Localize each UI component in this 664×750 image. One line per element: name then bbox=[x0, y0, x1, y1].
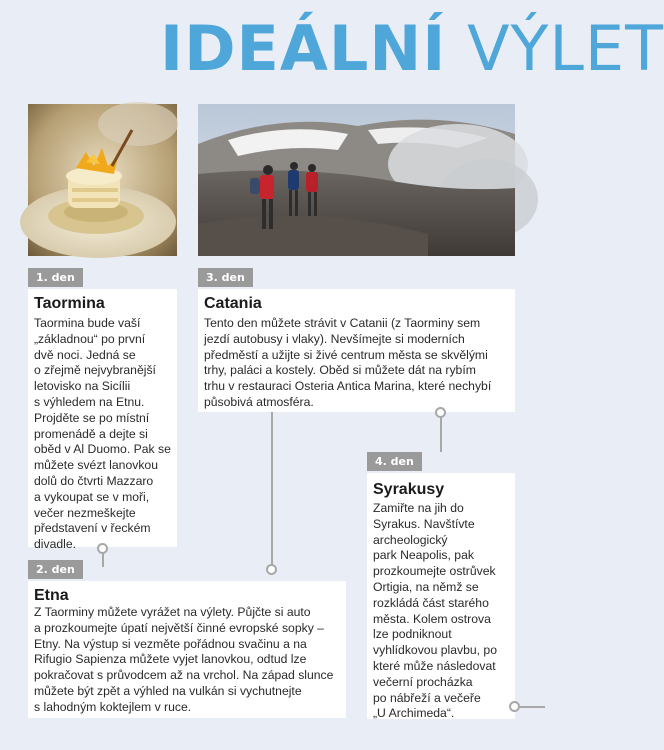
connector-dot bbox=[97, 543, 108, 554]
day-3-tag: 3. den bbox=[198, 268, 253, 287]
day-4-tag: 4. den bbox=[367, 452, 422, 471]
connector-dot bbox=[266, 564, 277, 575]
connector-dot bbox=[509, 701, 520, 712]
day-2-heading: Etna bbox=[34, 587, 69, 604]
day-3-heading: Catania bbox=[204, 295, 262, 312]
title-bold: IDEÁLNÍ bbox=[160, 12, 447, 85]
day-1-card bbox=[28, 289, 177, 552]
day-1-tag: 1. den bbox=[28, 268, 83, 287]
day-3-text: Tento den můžete strávit v Catanii (z Taorminy sem jezdí autobusy i vlaky). Nevšímejte si moderních předměstí a užijte si živé centrum města se skvělými trhy, paláci a kostely. Oběd si můžete dát na rybím trhu v restauraci Osteria Antica Marina, které nechybí působivá atmosféra. bbox=[204, 316, 492, 409]
day-2-card bbox=[28, 581, 346, 718]
page-title bbox=[160, 14, 664, 84]
day-4-text: Zamiřte na jih do Syrakus. Navštívte archeologický park Neapolis, pak prozkoumejte ostrůvek Ortigia, na němž se rozkládá část starého města. Kolem ostrova lze podniknout vyhlídkovou plavbu, po které může následovat večerní procházka po nábřeží a večeře „U Archimeda“. bbox=[373, 501, 497, 721]
dessert-photo bbox=[28, 104, 177, 256]
connector-dot bbox=[435, 407, 446, 418]
title-thin: VÝLET bbox=[467, 12, 664, 85]
day-4-heading: Syrakusy bbox=[373, 481, 445, 498]
etna-photo bbox=[198, 104, 515, 256]
connector-line bbox=[440, 412, 442, 452]
day-4-card bbox=[367, 473, 515, 719]
day-1-heading: Taormina bbox=[34, 295, 105, 312]
day-1-text: Taormina bude vaší „základnou“ po první dvě noci. Jedná se o zřejmě nejvybranější letovisko na Sicílii s výhledem na Etnu. Projděte se po místní promenádě a dejte si oběd v Al Duomo. Pak se můžete svézt lanovkou dolů do čtvrti Mazzaro a vykoupat se v moři, večer nezmeškejte představení v řeckém divadle. bbox=[34, 316, 171, 552]
day-3-card bbox=[198, 289, 515, 412]
day-2-tag: 2. den bbox=[28, 560, 83, 579]
day-2-text: Z Taorminy můžete vyrážet na výlety. Půjčte si auto a prozkoumejte úpatí největší činné evropské sopky – Etny. Na výstup si vezměte pořádnou svačinu a na Rifugio Sapienza můžete vyjet lanovkou, odtud lze pokračovat s průvodcem až na vrchol. Na západ slunce můžete být zpět a výhled na vulkán si vychutnejte s lahodným koktejlem v ruce. bbox=[34, 605, 334, 714]
connector-line bbox=[271, 412, 273, 569]
